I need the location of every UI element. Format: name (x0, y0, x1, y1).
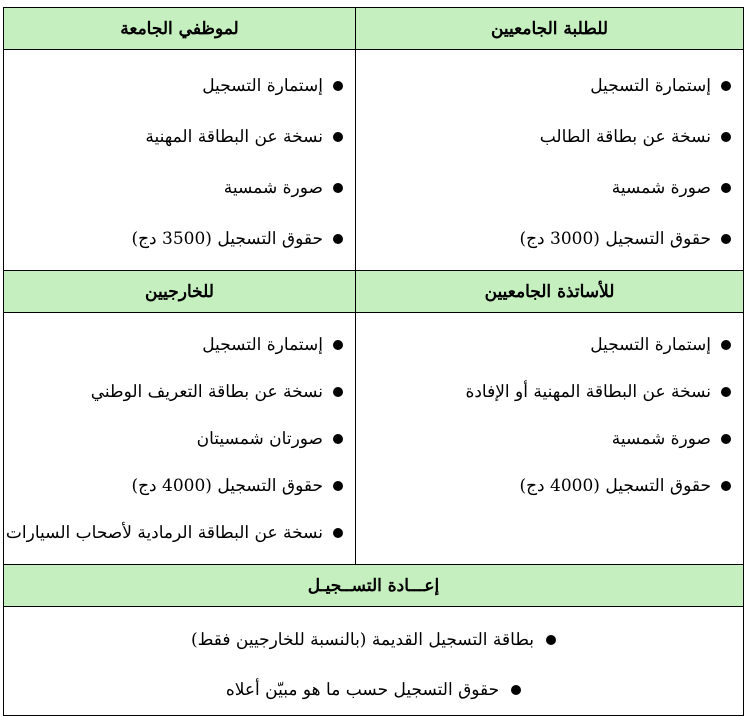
list-item: حقوق التسجيل حسب ما هو مبيّن أعلاه (226, 665, 521, 715)
bullet-icon (546, 635, 556, 645)
students-header: للطلبة الجامعيين (356, 8, 744, 50)
bullet-icon (333, 434, 343, 444)
bullet-icon (333, 340, 343, 350)
list-item: إستمارة التسجيل (364, 60, 731, 111)
list-item: إستمارة التسجيل (364, 321, 731, 368)
reregistration-requirements (4, 607, 744, 716)
bullet-icon (333, 81, 343, 91)
bullet-icon (721, 481, 731, 491)
bullet-icon (721, 132, 731, 142)
list-item: حقوق التسجيل (3000 دج) (364, 213, 731, 264)
list-item: صورة شمسية (364, 415, 731, 462)
bullet-icon (333, 481, 343, 491)
registration-requirements-table (3, 7, 744, 716)
list-item: إستمارة التسجيل (12, 60, 343, 111)
bullet-icon (333, 528, 343, 538)
bullet-icon (721, 434, 731, 444)
staff-header: لموظفي الجامعة (4, 8, 356, 50)
professors-requirements (356, 313, 744, 565)
bullet-icon (333, 234, 343, 244)
list-item: نسخة عن البطاقة المهنية (12, 111, 343, 162)
list-item: نسخة عن البطاقة المهنية أو الإفادة (364, 368, 731, 415)
bullet-icon (721, 387, 731, 397)
external-requirements (4, 313, 356, 565)
list-item: بطاقة التسجيل القديمة (بالنسبة للخارجيين فقط) (191, 615, 556, 665)
list-item: نسخة عن بطاقة التعريف الوطني (12, 368, 343, 415)
bullet-icon (721, 81, 731, 91)
bullet-icon (511, 685, 521, 695)
list-item: صورتان شمسيتان (12, 415, 343, 462)
list-item: نسخة عن البطاقة الرمادية لأصحاب السيارات (12, 509, 343, 556)
bullet-icon (721, 340, 731, 350)
list-item: صورة شمسية (364, 162, 731, 213)
staff-requirements (4, 50, 356, 271)
students-requirements (356, 50, 744, 271)
bullet-icon (333, 183, 343, 193)
external-header: للخارجيين (4, 271, 356, 313)
bullet-icon (333, 132, 343, 142)
reregistration-header: إعـــادة التســجيـل (4, 565, 744, 607)
list-item: إستمارة التسجيل (12, 321, 343, 368)
list-item: حقوق التسجيل (4000 دج) (364, 462, 731, 509)
list-item: حقوق التسجيل (3500 دج) (12, 213, 343, 264)
list-item: حقوق التسجيل (4000 دج) (12, 462, 343, 509)
list-item: نسخة عن بطاقة الطالب (364, 111, 731, 162)
professors-header: للأساتذة الجامعيين (356, 271, 744, 313)
bullet-icon (333, 387, 343, 397)
bullet-icon (721, 234, 731, 244)
bullet-icon (721, 183, 731, 193)
list-item: صورة شمسية (12, 162, 343, 213)
